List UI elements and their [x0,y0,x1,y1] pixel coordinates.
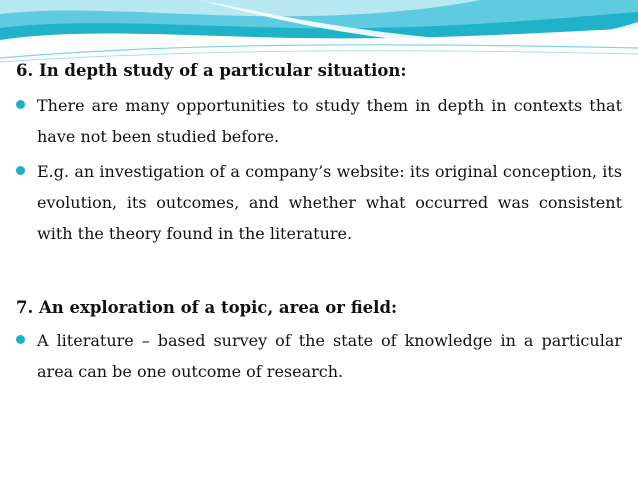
bullet-text: A literature – based survey of the state of knowledge in a particular area can be one outcome of research. [37,331,622,381]
bullet-dot-icon [16,166,25,175]
section-heading: 6. In depth study of a particular situation: [16,61,407,80]
bullet-text: E.g. an investigation of a company’s website: its original conception, its evolution, its outcomes, and whether what occurred was consistent with the theory found in the literature. [37,162,622,243]
bullet-item [16,156,622,249]
bullet-item [16,90,622,152]
section-heading: 7. An exploration of a topic, area or field: [16,298,398,317]
slide-content [16,60,622,387]
bullet-item [16,325,622,387]
bullet-text: There are many opportunities to study them in depth in contexts that have not been studied before. [37,96,622,146]
bullet-dot-icon [16,100,25,109]
bullet-dot-icon [16,335,25,344]
